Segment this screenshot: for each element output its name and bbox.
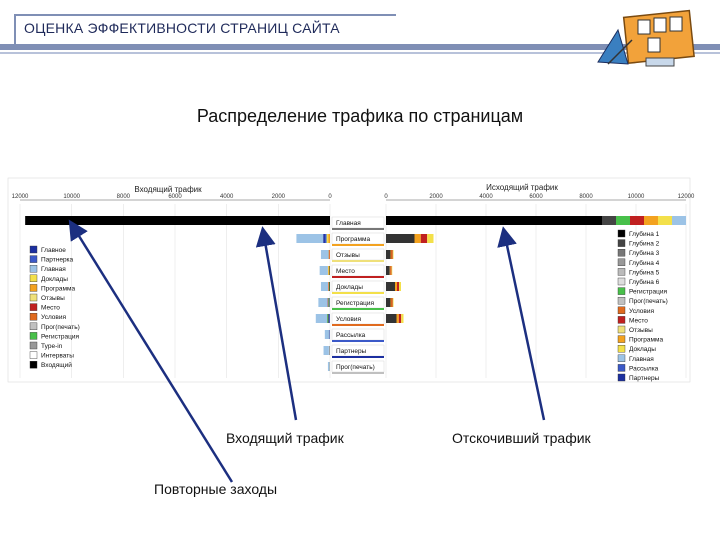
left-tick-label: 4000 — [219, 194, 234, 200]
left-legend-label: Условия — [41, 314, 67, 322]
page-label: Программа — [336, 236, 371, 243]
right-legend-label: Глубина 3 — [629, 250, 660, 258]
right-legend-label: Отзывы — [629, 327, 653, 334]
page-label: Прог(печать) — [336, 364, 375, 371]
left-legend-label: Доклады — [41, 275, 68, 283]
right-tick-label: 6000 — [529, 194, 543, 200]
right-tick-label: 10000 — [627, 194, 645, 200]
left-tick-label: 6000 — [168, 194, 182, 200]
left-legend-label: Type-in — [41, 343, 63, 350]
right-legend-label: Доклады — [629, 346, 656, 354]
page-label: Главная — [336, 220, 361, 227]
left-panel-title: Входящий трафик — [134, 185, 202, 194]
left-legend-label: Место — [41, 304, 60, 312]
page-label: Место — [336, 268, 355, 275]
left-legend-label: Главное — [41, 247, 66, 254]
bounce-traffic-caption: Отскочивший трафик — [452, 430, 591, 446]
left-legend-label: Главная — [41, 266, 66, 274]
right-tick-label: 4000 — [479, 194, 493, 200]
left-legend-label: Входящий — [41, 362, 72, 370]
right-legend-label: Глубина 4 — [629, 259, 660, 267]
right-legend-label: Прог(печать) — [629, 298, 668, 306]
arrow-repeat-visits — [74, 228, 232, 482]
right-legend-label: Глубина 5 — [629, 269, 660, 277]
right-legend-label: Партнеры — [629, 375, 660, 382]
header-title: ОЦЕНКА ЭФФЕКТИВНОСТИ СТРАНИЦ САЙТА — [24, 20, 340, 36]
left-tick-label: 8000 — [116, 194, 131, 200]
left-tick-label: 2000 — [271, 194, 286, 200]
right-tick-label: 0 — [384, 194, 388, 200]
right-legend-label: Программа — [629, 336, 664, 344]
right-tick-label: 2000 — [429, 194, 443, 200]
right-legend-label: Глубина 1 — [629, 231, 660, 238]
right-legend-label: Глубина 6 — [629, 279, 660, 286]
right-legend-label: Главная — [629, 355, 654, 363]
right-legend-label: Глубина 2 — [629, 240, 660, 248]
left-legend-label: Интерваты — [41, 352, 74, 360]
left-tick-label: 12000 — [11, 194, 29, 200]
repeat-visits-caption: Повторные заходы — [154, 481, 278, 497]
left-legend-label: Регистрация — [41, 333, 79, 341]
slide-title: Распределение трафика по страницам — [196, 106, 524, 126]
right-tick-label: 8000 — [579, 194, 593, 200]
page-label: Партнеры — [336, 348, 367, 355]
page-label: Доклады — [336, 284, 363, 291]
arrow-incoming — [264, 236, 296, 420]
page-label: Рассылка — [336, 332, 366, 339]
right-tick-label: 12000 — [677, 194, 695, 200]
arrow-bounce — [505, 236, 544, 420]
left-legend-label: Партнерка — [41, 256, 74, 264]
left-legend-label: Прог(печать) — [41, 323, 80, 331]
right-panel-title: Исходящий трафик — [486, 183, 558, 192]
right-legend-label: Регистрация — [629, 288, 667, 296]
right-legend-label: Условия — [629, 307, 655, 315]
page-label: Отзывы — [336, 252, 360, 259]
incoming-traffic-caption: Входящий трафик — [226, 430, 344, 446]
left-legend-label: Программа — [41, 285, 76, 293]
right-legend-label: Рассылка — [629, 365, 659, 373]
left-tick-label: 0 — [328, 194, 332, 200]
left-tick-label: 10000 — [63, 194, 81, 200]
left-legend-label: Отзывы — [41, 295, 65, 302]
right-legend-label: Место — [629, 317, 648, 325]
page-label: Регистрация — [336, 300, 374, 307]
page-label: Условия — [336, 316, 362, 323]
